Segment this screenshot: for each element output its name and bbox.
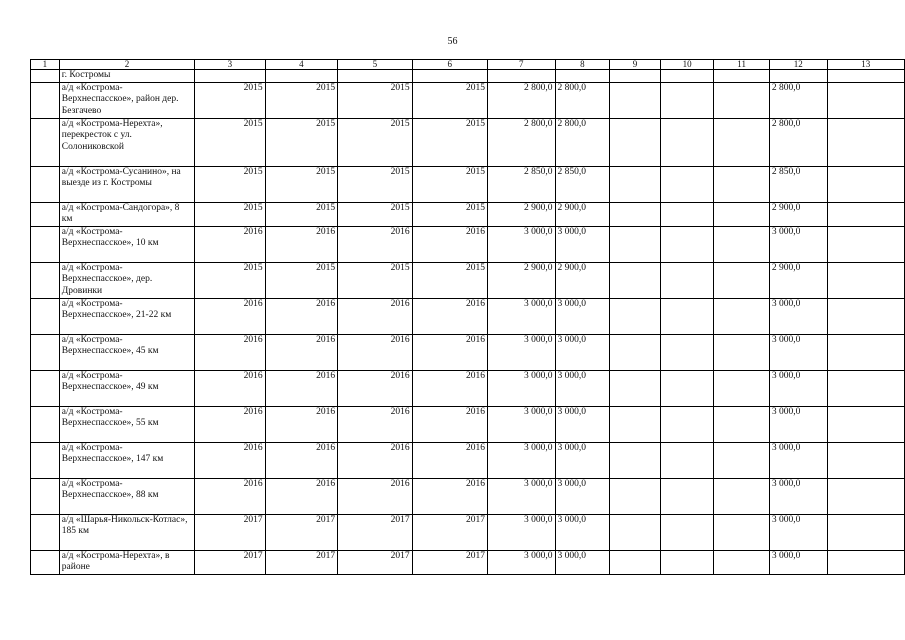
table-cell	[195, 70, 266, 83]
year-cell: 2016	[338, 298, 412, 334]
amount-cell: 3 000,0	[488, 226, 556, 262]
empty-cell	[610, 334, 661, 370]
amount-cell: 3 000,0	[555, 550, 610, 574]
object-name-cell: а/д «Кострома-Верхнеспасское», дер. Дровинки	[59, 262, 194, 298]
table-row	[31, 478, 905, 514]
amount-cell: 3 000,0	[769, 514, 827, 550]
amount-cell: 2 900,0	[488, 262, 556, 298]
column-number: 7	[488, 60, 556, 70]
year-cell: 2016	[195, 334, 266, 370]
table-cell	[31, 70, 60, 83]
empty-cell	[660, 298, 714, 334]
empty-cell	[660, 370, 714, 406]
year-cell: 2016	[338, 370, 412, 406]
year-cell: 2016	[265, 298, 337, 334]
year-cell: 2017	[338, 514, 412, 550]
year-cell: 2016	[412, 370, 487, 406]
empty-cell	[714, 298, 770, 334]
amount-cell: 3 000,0	[555, 406, 610, 442]
empty-cell	[660, 550, 714, 574]
row-number-cell	[31, 478, 60, 514]
table-row	[31, 298, 905, 334]
year-cell: 2015	[338, 202, 412, 226]
amount-cell: 2 800,0	[769, 82, 827, 118]
year-cell: 2016	[338, 478, 412, 514]
year-cell: 2015	[265, 262, 337, 298]
empty-cell	[610, 550, 661, 574]
amount-cell: 2 800,0	[769, 118, 827, 166]
year-cell: 2015	[412, 82, 487, 118]
empty-cell	[610, 262, 661, 298]
year-cell: 2016	[338, 334, 412, 370]
table-row	[31, 82, 905, 118]
year-cell: 2015	[265, 166, 337, 202]
year-cell: 2017	[265, 550, 337, 574]
year-cell: 2017	[265, 514, 337, 550]
amount-cell: 2 800,0	[488, 118, 556, 166]
year-cell: 2016	[195, 370, 266, 406]
amount-cell: 3 000,0	[488, 478, 556, 514]
year-cell: 2015	[265, 202, 337, 226]
year-cell: 2015	[195, 82, 266, 118]
table-row	[31, 226, 905, 262]
table-row	[31, 550, 905, 574]
column-number: 1	[31, 60, 60, 70]
empty-cell	[714, 118, 770, 166]
table-cell	[660, 70, 714, 83]
empty-cell	[610, 298, 661, 334]
table-row	[31, 442, 905, 478]
empty-cell	[827, 406, 904, 442]
row-number-cell	[31, 226, 60, 262]
road-works-table	[30, 59, 905, 575]
object-name-cell: г. Костромы	[59, 70, 194, 83]
empty-cell	[714, 478, 770, 514]
amount-cell: 2 850,0	[769, 166, 827, 202]
year-cell: 2016	[195, 226, 266, 262]
year-cell: 2015	[265, 118, 337, 166]
empty-cell	[714, 166, 770, 202]
amount-cell: 2 900,0	[555, 202, 610, 226]
object-name-cell: а/д «Кострома-Верхнеспасское», 45 км	[59, 334, 194, 370]
empty-cell	[660, 262, 714, 298]
amount-cell: 3 000,0	[769, 334, 827, 370]
year-cell: 2016	[265, 226, 337, 262]
amount-cell: 2 900,0	[555, 262, 610, 298]
table-row	[31, 118, 905, 166]
year-cell: 2016	[195, 478, 266, 514]
empty-cell	[714, 442, 770, 478]
year-cell: 2016	[412, 334, 487, 370]
row-number-cell	[31, 334, 60, 370]
row-number-cell	[31, 550, 60, 574]
table-cell	[610, 70, 661, 83]
table-row	[31, 202, 905, 226]
empty-cell	[827, 550, 904, 574]
object-name-cell: а/д «Кострома-Верхнеспасское», 88 км	[59, 478, 194, 514]
row-number-cell	[31, 370, 60, 406]
column-number-row	[31, 60, 905, 70]
table-body	[31, 82, 905, 574]
table-cell	[769, 70, 827, 83]
row-number-cell	[31, 82, 60, 118]
amount-cell: 2 900,0	[769, 202, 827, 226]
row-number-cell	[31, 202, 60, 226]
row-number-cell	[31, 514, 60, 550]
amount-cell: 3 000,0	[555, 514, 610, 550]
table-cell	[555, 70, 610, 83]
year-cell: 2015	[338, 118, 412, 166]
amount-cell: 3 000,0	[555, 226, 610, 262]
empty-cell	[827, 334, 904, 370]
object-name-cell: а/д «Кострома-Нерехта», в районе	[59, 550, 194, 574]
table-row	[31, 262, 905, 298]
empty-cell	[660, 226, 714, 262]
column-number: 4	[265, 60, 337, 70]
year-cell: 2016	[265, 406, 337, 442]
amount-cell: 2 800,0	[488, 82, 556, 118]
table-row	[31, 334, 905, 370]
empty-cell	[827, 442, 904, 478]
empty-cell	[610, 166, 661, 202]
empty-cell	[827, 514, 904, 550]
object-name-cell: а/д «Кострома-Сусанино», на выезде из г. Костромы	[59, 166, 194, 202]
amount-cell: 3 000,0	[488, 442, 556, 478]
amount-cell: 3 000,0	[769, 550, 827, 574]
table-cell	[265, 70, 337, 83]
object-name-cell: а/д «Кострома-Верхнеспасское», 49 км	[59, 370, 194, 406]
empty-cell	[660, 514, 714, 550]
year-cell: 2016	[412, 478, 487, 514]
year-cell: 2015	[195, 166, 266, 202]
year-cell: 2016	[265, 442, 337, 478]
object-name-cell: а/д «Кострома-Верхнеспасское», 10 км	[59, 226, 194, 262]
column-number: 12	[769, 60, 827, 70]
empty-cell	[660, 334, 714, 370]
empty-cell	[660, 478, 714, 514]
year-cell: 2016	[265, 370, 337, 406]
empty-cell	[660, 166, 714, 202]
amount-cell: 3 000,0	[555, 442, 610, 478]
amount-cell: 3 000,0	[769, 478, 827, 514]
year-cell: 2016	[195, 298, 266, 334]
column-number: 3	[195, 60, 266, 70]
column-number: 11	[714, 60, 770, 70]
empty-cell	[610, 406, 661, 442]
row-number-cell	[31, 406, 60, 442]
year-cell: 2015	[412, 118, 487, 166]
year-cell: 2016	[338, 442, 412, 478]
empty-cell	[610, 478, 661, 514]
year-cell: 2015	[265, 82, 337, 118]
year-cell: 2016	[338, 226, 412, 262]
amount-cell: 2 800,0	[555, 118, 610, 166]
year-cell: 2015	[195, 202, 266, 226]
year-cell: 2017	[338, 550, 412, 574]
object-name-cell: а/д «Кострома-Верхнеспасское», 21-22 км	[59, 298, 194, 334]
empty-cell	[610, 514, 661, 550]
row-number-cell	[31, 262, 60, 298]
column-number: 5	[338, 60, 412, 70]
year-cell: 2017	[195, 514, 266, 550]
empty-cell	[610, 118, 661, 166]
object-name-cell: а/д «Кострома-Сандогора», 8 км	[59, 202, 194, 226]
amount-cell: 3 000,0	[555, 298, 610, 334]
year-cell: 2016	[265, 478, 337, 514]
year-cell: 2016	[412, 298, 487, 334]
empty-cell	[660, 442, 714, 478]
continuation-row	[31, 70, 905, 83]
table-row	[31, 406, 905, 442]
year-cell: 2017	[412, 514, 487, 550]
column-number: 6	[412, 60, 487, 70]
year-cell: 2016	[195, 442, 266, 478]
column-number: 10	[660, 60, 714, 70]
empty-cell	[714, 334, 770, 370]
amount-cell: 3 000,0	[555, 334, 610, 370]
column-number: 9	[610, 60, 661, 70]
amount-cell: 3 000,0	[488, 298, 556, 334]
table-cell	[338, 70, 412, 83]
year-cell: 2015	[195, 118, 266, 166]
table-row	[31, 370, 905, 406]
year-cell: 2017	[195, 550, 266, 574]
row-number-cell	[31, 442, 60, 478]
empty-cell	[827, 166, 904, 202]
year-cell: 2015	[412, 202, 487, 226]
table-cell	[714, 70, 770, 83]
amount-cell: 3 000,0	[769, 442, 827, 478]
year-cell: 2017	[412, 550, 487, 574]
empty-cell	[660, 82, 714, 118]
empty-cell	[714, 514, 770, 550]
amount-cell: 3 000,0	[488, 334, 556, 370]
year-cell: 2016	[412, 406, 487, 442]
empty-cell	[610, 82, 661, 118]
amount-cell: 3 000,0	[555, 370, 610, 406]
table-cell	[827, 70, 904, 83]
row-number-cell	[31, 166, 60, 202]
empty-cell	[827, 118, 904, 166]
amount-cell: 3 000,0	[488, 406, 556, 442]
empty-cell	[714, 370, 770, 406]
object-name-cell: а/д «Кострома-Верхнеспасское», район дер. Безгачево	[59, 82, 194, 118]
object-name-cell: а/д «Кострома-Верхнеспасское», 55 км	[59, 406, 194, 442]
amount-cell: 3 000,0	[769, 406, 827, 442]
year-cell: 2016	[412, 442, 487, 478]
amount-cell: 2 900,0	[769, 262, 827, 298]
row-number-cell	[31, 118, 60, 166]
amount-cell: 3 000,0	[488, 550, 556, 574]
empty-cell	[827, 226, 904, 262]
column-number: 8	[555, 60, 610, 70]
amount-cell: 3 000,0	[488, 370, 556, 406]
year-cell: 2015	[412, 262, 487, 298]
year-cell: 2016	[338, 406, 412, 442]
table-cell	[488, 70, 556, 83]
empty-cell	[714, 550, 770, 574]
empty-cell	[827, 82, 904, 118]
empty-cell	[714, 202, 770, 226]
table-row	[31, 166, 905, 202]
empty-cell	[610, 202, 661, 226]
empty-cell	[660, 406, 714, 442]
empty-cell	[827, 478, 904, 514]
year-cell: 2015	[338, 166, 412, 202]
table-row	[31, 514, 905, 550]
year-cell: 2015	[412, 166, 487, 202]
object-name-cell: а/д «Кострома-Нерехта», перекресток с ул. Солониковской	[59, 118, 194, 166]
empty-cell	[660, 202, 714, 226]
object-name-cell: а/д «Кострома-Верхнеспасское», 147 км	[59, 442, 194, 478]
empty-cell	[610, 370, 661, 406]
empty-cell	[827, 262, 904, 298]
year-cell: 2015	[195, 262, 266, 298]
empty-cell	[714, 226, 770, 262]
amount-cell: 2 850,0	[488, 166, 556, 202]
year-cell: 2015	[338, 262, 412, 298]
amount-cell: 3 000,0	[769, 298, 827, 334]
empty-cell	[827, 298, 904, 334]
year-cell: 2016	[195, 406, 266, 442]
empty-cell	[714, 406, 770, 442]
column-number: 2	[59, 60, 194, 70]
empty-cell	[610, 442, 661, 478]
amount-cell: 3 000,0	[769, 226, 827, 262]
amount-cell: 3 000,0	[769, 370, 827, 406]
year-cell: 2015	[338, 82, 412, 118]
page-number: 56	[447, 36, 458, 47]
amount-cell: 3 000,0	[555, 478, 610, 514]
year-cell: 2016	[412, 226, 487, 262]
amount-cell: 3 000,0	[488, 514, 556, 550]
empty-cell	[610, 226, 661, 262]
empty-cell	[714, 262, 770, 298]
amount-cell: 2 800,0	[555, 82, 610, 118]
column-number: 13	[827, 60, 904, 70]
object-name-cell: а/д «Шарья-Никольск-Котлас», 185 км	[59, 514, 194, 550]
empty-cell	[827, 202, 904, 226]
empty-cell	[827, 370, 904, 406]
empty-cell	[714, 82, 770, 118]
table-cell	[412, 70, 487, 83]
year-cell: 2016	[265, 334, 337, 370]
amount-cell: 2 850,0	[555, 166, 610, 202]
amount-cell: 2 900,0	[488, 202, 556, 226]
empty-cell	[660, 118, 714, 166]
row-number-cell	[31, 298, 60, 334]
